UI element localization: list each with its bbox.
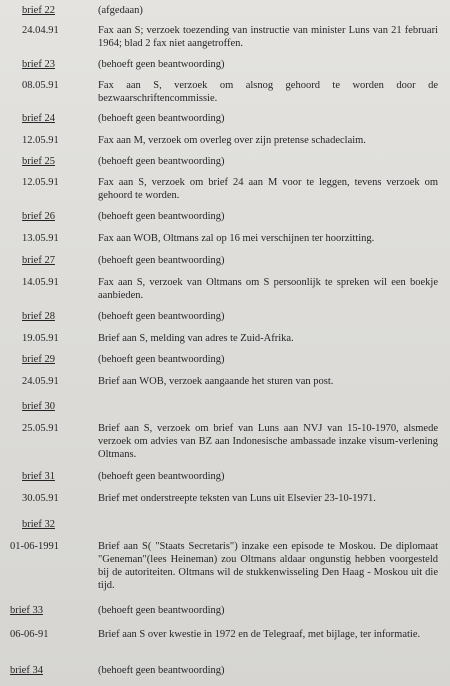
entry-note: (behoeft geen beantwoording) bbox=[98, 113, 225, 124]
entry-note: (behoeft geen beantwoording) bbox=[98, 211, 225, 222]
brief-label: brief 32 bbox=[22, 519, 55, 530]
brief-label: brief 26 bbox=[22, 211, 55, 222]
brief-label: brief 24 bbox=[22, 113, 55, 124]
entry-date: 01-06-1991 bbox=[10, 541, 59, 552]
brief-label: brief 27 bbox=[22, 255, 55, 266]
brief-label: brief 22 bbox=[22, 5, 55, 16]
entry-text: Brief aan S( "Staats Secretaris") inzake een episode te Moskou. De diplomaat "Geneman"(lees Heineman) zou Oltmans aldaar ongunstig hebben voorgesteld bij de autoriteiten. Oltmans wil de stukkenwisseling Den Haag - Moskou uit die tijd. bbox=[98, 541, 438, 591]
brief-label: brief 30 bbox=[22, 401, 55, 412]
entry-note: (afgedaan) bbox=[98, 5, 143, 16]
brief-label: brief 28 bbox=[22, 311, 55, 322]
entry-date: 25.05.91 bbox=[22, 423, 59, 434]
entry-text: Fax aan S, verzoek om brief 24 aan M voor te leggen, tevens verzoek om gehoord te worden. bbox=[98, 177, 438, 201]
brief-label: brief 33 bbox=[10, 605, 43, 616]
entry-date: 06-06-91 bbox=[10, 629, 49, 640]
entry-text: Fax aan S; verzoek toezending van instructie van minister Luns van 21 februari 1964; blad 2 fax niet aangetroffen. bbox=[98, 25, 438, 49]
entry-text: Fax aan M, verzoek om overleg over zijn pretense schadeclaim. bbox=[98, 135, 366, 146]
entry-note: (behoeft geen beantwoording) bbox=[98, 59, 225, 70]
brief-label: brief 25 bbox=[22, 156, 55, 167]
entry-date: 19.05.91 bbox=[22, 333, 59, 344]
entry-date: 24.05.91 bbox=[22, 376, 59, 387]
entry-date: 30.05.91 bbox=[22, 493, 59, 504]
brief-label: brief 29 bbox=[22, 354, 55, 365]
entry-date: 13.05.91 bbox=[22, 233, 59, 244]
entry-text: Fax aan S, verzoek van Oltmans om S persoonlijk te spreken wil een boekje aanbieden. bbox=[98, 277, 438, 301]
entry-text: Fax aan WOB, Oltmans zal op 16 mei verschijnen ter hoorzitting. bbox=[98, 233, 375, 244]
entry-text: Brief aan S, melding van adres te Zuid-Afrika. bbox=[98, 333, 294, 344]
entry-text: Brief met onderstreepte teksten van Luns uit Elsevier 23-10-1971. bbox=[98, 493, 376, 504]
brief-label: brief 34 bbox=[10, 665, 43, 676]
brief-label: brief 23 bbox=[22, 59, 55, 70]
entry-date: 12.05.91 bbox=[22, 177, 59, 188]
entry-date: 08.05.91 bbox=[22, 80, 59, 91]
entry-note: (behoeft geen beantwoording) bbox=[98, 311, 225, 322]
entry-note: (behoeft geen beantwoording) bbox=[98, 605, 225, 616]
entry-date: 24.04.91 bbox=[22, 25, 59, 36]
entry-date: 14.05.91 bbox=[22, 277, 59, 288]
entry-note: (behoeft geen beantwoording) bbox=[98, 354, 225, 365]
entry-text: Brief aan WOB, verzoek aangaande het sturen van post. bbox=[98, 376, 334, 387]
entry-note: (behoeft geen beantwoording) bbox=[98, 665, 225, 676]
brief-label: brief 31 bbox=[22, 471, 55, 482]
entry-note: (behoeft geen beantwoording) bbox=[98, 156, 225, 167]
entry-date: 12.05.91 bbox=[22, 135, 59, 146]
entry-note: (behoeft geen beantwoording) bbox=[98, 471, 225, 482]
entry-text: Brief aan S, verzoek om brief van Luns aan NVJ van 15-10-1970, alsmede verzoek om advies van BZ aan Indonesische ambassade inzake visum-verlening Oltmans. bbox=[98, 423, 438, 460]
entry-note: (behoeft geen beantwoording) bbox=[98, 255, 225, 266]
entry-text: Brief aan S over kwestie in 1972 en de Telegraaf, met bijlage, ter informatie. bbox=[98, 629, 421, 640]
entry-text: Fax aan S, verzoek om alsnog gehoord te worden door de bezwaarschriftencommissie. bbox=[98, 80, 438, 104]
